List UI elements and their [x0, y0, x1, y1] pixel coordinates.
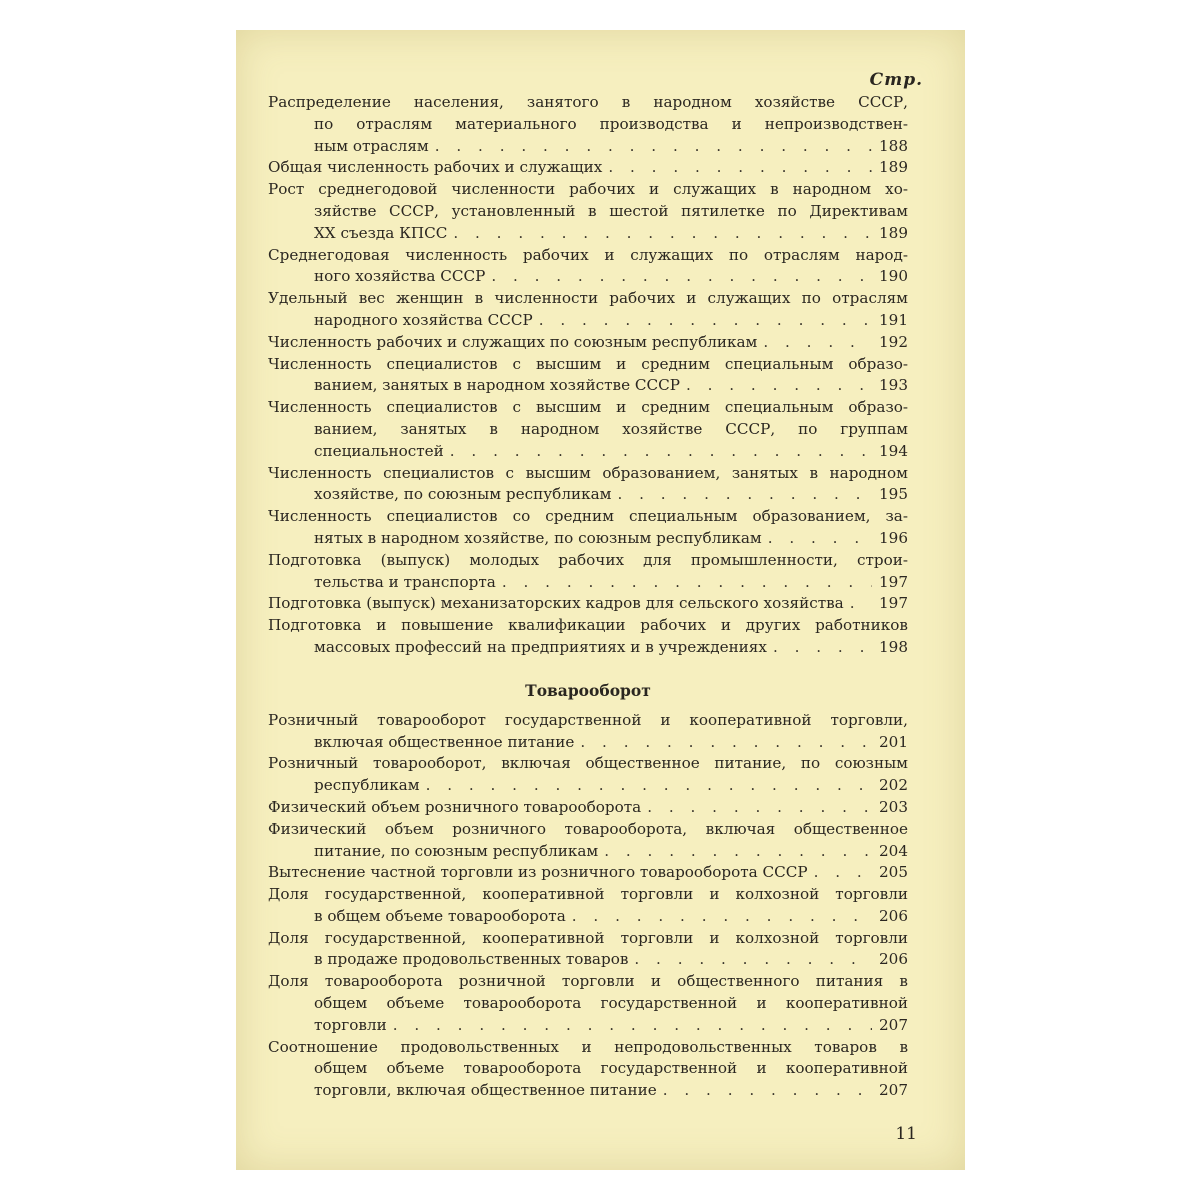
- toc-entry: [268, 819, 908, 863]
- toc-entry-text: в продаже продовольственных товаров: [314, 950, 629, 969]
- toc-entry-text: зяйстве СССР, установленный в шестой пятилетке по Директивам: [314, 201, 908, 220]
- toc-entry-line: [268, 928, 908, 950]
- toc-entry-line: [268, 884, 908, 906]
- toc-entry-line: [268, 484, 908, 506]
- toc-entry-text: ванием, занятых в народном хозяйстве СССР: [314, 376, 680, 395]
- page-column-header: Стр.: [869, 70, 923, 90]
- toc-entry-line: [268, 375, 908, 397]
- toc-entry: [268, 354, 908, 398]
- dot-leader: [608, 157, 872, 179]
- dot-leader: [850, 593, 872, 615]
- dot-leader: [763, 332, 872, 354]
- toc-page-number: 193: [879, 376, 908, 395]
- toc-group-trade: [268, 710, 908, 1102]
- toc-entry-text: Подготовка и повышение квалификации рабочих и других работников: [268, 616, 908, 635]
- toc-page-number: 191: [879, 310, 908, 329]
- toc-entry-line: [268, 841, 908, 863]
- toc-entry-text: ным отраслям: [314, 136, 429, 155]
- dot-leader: [686, 375, 872, 397]
- toc-page-number: 189: [879, 223, 908, 242]
- dot-leader: [814, 862, 872, 884]
- toc-entry-line: [268, 310, 908, 332]
- toc-entry-text: по отраслям материального производства и непроизводствен-: [314, 114, 908, 133]
- toc-entry-text: нятых в народном хозяйстве, по союзным республикам: [314, 528, 762, 547]
- toc-entry-text: республикам: [314, 776, 420, 795]
- toc-entry: [268, 332, 908, 354]
- dot-leader: [634, 949, 872, 971]
- toc-page-number: 196: [879, 528, 908, 547]
- toc-page-number: 207: [879, 1015, 908, 1034]
- dot-leader: [580, 732, 872, 754]
- toc-page-number: 189: [879, 158, 908, 177]
- toc-entry: [268, 92, 908, 157]
- dot-leader: [773, 637, 872, 659]
- toc-entry-line: [268, 862, 908, 884]
- toc-page-number: 195: [879, 485, 908, 504]
- toc-entry-line: [268, 354, 908, 376]
- toc-page-number: 205: [879, 863, 908, 882]
- toc-entry-text: Доля государственной, кооперативной торговли и колхозной торговли: [268, 928, 908, 947]
- toc-entry: [268, 550, 908, 594]
- toc-page-number: 192: [879, 332, 908, 351]
- toc-list: [268, 92, 908, 1102]
- toc-entry: [268, 753, 908, 797]
- toc-page-number: 197: [879, 594, 908, 613]
- toc-entry-text: Соотношение продовольственных и непродовольственных товаров в: [268, 1037, 908, 1056]
- toc-page-number: 198: [879, 637, 908, 656]
- toc-entry-text: Среднегодовая численность рабочих и служащих по отраслям народ-: [268, 245, 908, 264]
- section-heading: Товарооборот: [525, 680, 651, 700]
- toc-entry-line: [268, 550, 908, 572]
- toc-entry: [268, 797, 908, 819]
- toc-page-number: 206: [879, 906, 908, 925]
- book-page: [236, 30, 965, 1170]
- toc-entry-line: [268, 179, 908, 201]
- toc-entry-text: ванием, занятых в народном хозяйстве СССР, по группам: [314, 419, 908, 438]
- dot-leader: [453, 223, 872, 245]
- toc-page-number: 203: [879, 797, 908, 816]
- dot-leader: [426, 775, 872, 797]
- dot-leader: [663, 1080, 872, 1102]
- toc-entry-text: общем объеме товарооборота государственной и кооперативной: [314, 1059, 908, 1078]
- dot-leader: [393, 1015, 872, 1037]
- toc-entry-line: [268, 114, 908, 136]
- toc-entry-line: [268, 441, 908, 463]
- toc-entry-text: Вытеснение частной торговли из розничного товарооборота СССР: [268, 863, 808, 882]
- toc-entry: [268, 157, 908, 179]
- toc-entry-line: [268, 615, 908, 637]
- dot-leader: [502, 572, 872, 594]
- toc-entry-line: [268, 906, 908, 928]
- toc-entry-line: [268, 419, 908, 441]
- toc-entry-text: хозяйстве, по союзным республикам: [314, 485, 612, 504]
- toc-entry-line: [268, 288, 908, 310]
- dot-leader: [768, 528, 872, 550]
- toc-entry-text: народного хозяйства СССР: [314, 310, 533, 329]
- toc-entry-text: Доля государственной, кооперативной торговли и колхозной торговли: [268, 885, 908, 904]
- toc-page-number: 188: [879, 136, 908, 155]
- toc-entry-line: [268, 819, 908, 841]
- dot-leader: [617, 484, 872, 506]
- toc-entry-text: Численность специалистов с высшим и средним специальным образо-: [268, 354, 908, 373]
- toc-entry-text: торговли, включая общественное питание: [314, 1081, 657, 1100]
- toc-page-number: 201: [879, 732, 908, 751]
- dot-leader: [647, 797, 872, 819]
- toc-entry-line: [268, 797, 908, 819]
- toc-entry-text: Подготовка (выпуск) механизаторских кадров для сельского хозяйства: [268, 594, 844, 613]
- toc-entry-text: Численность специалистов с высшим образованием, занятых в народном: [268, 463, 908, 482]
- toc-entry: [268, 593, 908, 615]
- toc-entry-line: [268, 92, 908, 114]
- toc-entry-text: Численность рабочих и служащих по союзным республикам: [268, 332, 758, 351]
- toc-entry: [268, 615, 908, 659]
- toc-entry: [268, 971, 908, 1036]
- toc-entry: [268, 884, 908, 928]
- toc-entry-text: в общем объеме товарооборота: [314, 906, 566, 925]
- toc-entry-line: [268, 637, 908, 659]
- toc-entry-line: [268, 572, 908, 594]
- toc-entry: [268, 179, 908, 244]
- toc-entry-text: Рост среднегодовой численности рабочих и служащих в народном хо-: [268, 180, 908, 199]
- toc-entry-text: Численность специалистов со средним специальным образованием, за-: [268, 507, 908, 526]
- toc-entry-text: Распределение населения, занятого в народном хозяйстве СССР,: [268, 93, 908, 111]
- toc-entry: [268, 928, 908, 972]
- toc-entry-line: [268, 1058, 908, 1080]
- toc-entry-line: [268, 949, 908, 971]
- toc-page-number: 207: [879, 1081, 908, 1100]
- toc-entry-line: [268, 775, 908, 797]
- toc-entry: [268, 506, 908, 550]
- toc-entry-text: Удельный вес женщин в численности рабочих и служащих по отраслям: [268, 289, 908, 308]
- toc-entry-text: Физический объем розничного товарооборота, включая общественное: [268, 819, 908, 838]
- toc-entry-line: [268, 753, 908, 775]
- dot-leader: [491, 266, 872, 288]
- toc-entry-text: Численность специалистов с высшим и средним специальным образо-: [268, 398, 908, 417]
- dot-leader: [435, 136, 872, 158]
- toc-entry-line: [268, 993, 908, 1015]
- toc-entry-text: тельства и транспорта: [314, 572, 496, 591]
- toc-entry-line: [268, 201, 908, 223]
- toc-entry-text: массовых профессий на предприятиях и в учреждениях: [314, 637, 767, 656]
- toc-entry-text: Доля товарооборота розничной торговли и общественного питания в: [268, 972, 908, 991]
- toc-entry-text: Общая численность рабочих и служащих: [268, 158, 603, 177]
- toc-entry-text: Подготовка (выпуск) молодых рабочих для промышленности, строи-: [268, 550, 908, 569]
- toc-group-labor: [268, 92, 908, 659]
- toc-entry-line: [268, 528, 908, 550]
- toc-entry-text: торговли: [314, 1015, 387, 1034]
- toc-entry: [268, 1037, 908, 1102]
- toc-entry-line: [268, 245, 908, 267]
- toc-entry-line: [268, 710, 908, 732]
- toc-entry: [268, 710, 908, 754]
- toc-page-number: 202: [879, 776, 908, 795]
- toc-entry-line: [268, 223, 908, 245]
- toc-entry-text: Физический объем розничного товарооборота: [268, 797, 642, 816]
- toc-entry-text: специальностей: [314, 441, 444, 460]
- toc-entry: [268, 862, 908, 884]
- toc-entry-line: [268, 732, 908, 754]
- toc-entry-line: [268, 971, 908, 993]
- toc-entry-line: [268, 593, 908, 615]
- page-folio-number: 11: [895, 1124, 917, 1144]
- toc-page-number: 206: [879, 950, 908, 969]
- toc-page-number: 190: [879, 267, 908, 286]
- toc-entry-line: [268, 157, 908, 179]
- toc-page-number: 194: [879, 441, 908, 460]
- toc-entry-line: [268, 1080, 908, 1102]
- toc-entry-line: [268, 1037, 908, 1059]
- toc-entry: [268, 463, 908, 507]
- dot-leader: [572, 906, 872, 928]
- toc-entry-line: [268, 136, 908, 158]
- toc-entry-text: включая общественное питание: [314, 732, 575, 751]
- toc-entry: [268, 397, 908, 462]
- toc-entry-line: [268, 397, 908, 419]
- toc-entry-line: [268, 332, 908, 354]
- toc-entry-line: [268, 506, 908, 528]
- toc-entry-text: XX съезда КПСС: [314, 223, 448, 242]
- dot-leader: [604, 841, 872, 863]
- toc-entry-text: общем объеме товарооборота государственной и кооперативной: [314, 994, 908, 1013]
- dot-leader: [450, 441, 872, 463]
- toc-entry: [268, 245, 908, 289]
- dot-leader: [539, 310, 872, 332]
- toc-entry-line: [268, 463, 908, 485]
- toc-entry-text: Розничный товарооборот государственной и кооперативной торговли,: [268, 710, 908, 729]
- toc-entry-line: [268, 266, 908, 288]
- toc-page-number: 197: [879, 572, 908, 591]
- toc-entry-line: [268, 1015, 908, 1037]
- toc-page-number: 204: [879, 841, 908, 860]
- toc-entry: [268, 288, 908, 332]
- toc-entry-text: ного хозяйства СССР: [314, 267, 486, 286]
- toc-entry-text: питание, по союзным республикам: [314, 841, 599, 860]
- toc-entry-text: Розничный товарооборот, включая общественное питание, по союзным: [268, 754, 908, 773]
